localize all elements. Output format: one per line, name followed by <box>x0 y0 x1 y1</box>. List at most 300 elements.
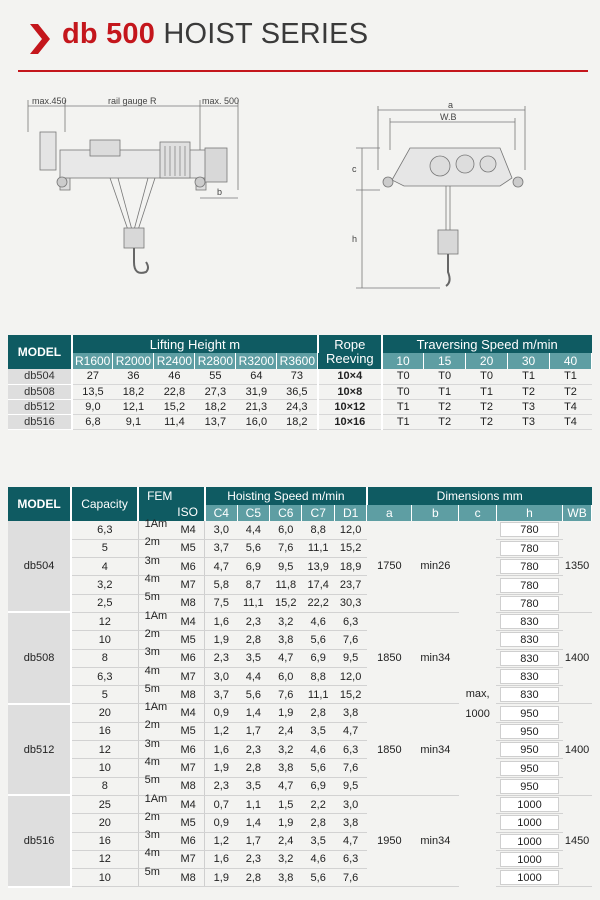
t2-speed-cell: 6,9 <box>302 777 334 795</box>
t2-speed-cell: 8,8 <box>302 667 334 685</box>
t2-h-value: 950 <box>500 706 558 721</box>
dim-label-wb: W.B <box>440 112 457 122</box>
t2-speed-cell: 1,7 <box>237 722 269 740</box>
t2-speed-cell: 15,2 <box>334 686 366 704</box>
t2-speed-cell: 1,9 <box>270 814 302 832</box>
t2-capacity-cell: 6,3 <box>71 667 138 685</box>
t2-speed-cell: 2,8 <box>302 814 334 832</box>
t1-lifting-col: R3200 <box>236 353 277 369</box>
t2-a-cell: 1950 <box>367 795 412 886</box>
t2-h-cell <box>496 667 562 685</box>
t2-h-value: 950 <box>500 742 558 757</box>
t2-row <box>8 759 592 777</box>
t1-speed-cell: T1 <box>382 414 424 429</box>
t1-traversing-header: Traversing Speed m/min <box>382 335 592 353</box>
t2-capacity-cell: 4 <box>71 558 138 576</box>
t2-hoisting-header: Hoisting Speed m/min <box>205 487 367 505</box>
t2-iso-cell: M7 <box>172 576 205 594</box>
t2-h-value: 780 <box>500 596 558 611</box>
t2-h-value: 950 <box>500 724 558 739</box>
t2-fem-value: 2m <box>144 810 160 823</box>
t2-fem-value: 3m <box>144 554 160 567</box>
t2-dim-col: WB <box>563 505 592 521</box>
t2-fem-value: 5m <box>144 774 160 787</box>
t2-speed-cell: 2,8 <box>237 759 269 777</box>
t2-h-cell <box>496 722 562 740</box>
t1-speed-col: 15 <box>424 353 466 369</box>
t2-capacity-cell: 20 <box>71 814 138 832</box>
t2-row <box>8 832 592 850</box>
t2-fem-cell <box>138 865 172 887</box>
t2-h-value: 780 <box>500 578 558 593</box>
dim-label-b: b <box>217 187 223 197</box>
hoist-technical-drawing <box>0 90 600 315</box>
t1-height-cell: 13,7 <box>195 414 236 429</box>
t1-height-cell: 64 <box>236 369 277 384</box>
t2-speed-cell: 23,7 <box>334 576 366 594</box>
t2-speed-cell: 6,3 <box>334 850 366 868</box>
t1-row <box>8 369 592 384</box>
t2-h-cell <box>496 521 562 539</box>
t1-model-cell: db508 <box>8 384 72 399</box>
t2-capacity-cell: 6,3 <box>71 521 138 539</box>
t2-h-value: 1000 <box>500 815 558 830</box>
t2-speed-cell: 7,6 <box>334 869 366 887</box>
t2-speed-col: C4 <box>205 505 237 521</box>
t2-fem-value: 3m <box>144 829 160 842</box>
t2-speed-cell: 5,6 <box>302 631 334 649</box>
t1-height-cell: 15,2 <box>154 399 195 414</box>
t2-model-cell: db504 <box>8 521 71 612</box>
t2-h-value: 780 <box>500 541 558 556</box>
t2-wb-cell: 1350 <box>563 521 592 612</box>
t2-speed-cell: 9,5 <box>270 558 302 576</box>
t1-body <box>8 369 592 429</box>
t2-speed-cell: 5,6 <box>237 686 269 704</box>
t2-fem-label: FEM <box>147 489 173 503</box>
t1-height-cell: 31,9 <box>236 384 277 399</box>
t2-speed-cell: 11,1 <box>237 594 269 612</box>
t2-row <box>8 869 592 887</box>
t2-capacity-cell: 10 <box>71 631 138 649</box>
t2-row <box>8 558 592 576</box>
t1-height-cell: 11,4 <box>154 414 195 429</box>
t2-h-cell <box>496 539 562 557</box>
t2-iso-cell: M7 <box>172 667 205 685</box>
t2-h-cell <box>496 795 562 813</box>
t1-lifting-col: R3600 <box>277 353 318 369</box>
t2-speed-cell: 2,4 <box>270 722 302 740</box>
t2-wb-cell: 1400 <box>563 612 592 703</box>
t1-speed-col: 20 <box>466 353 508 369</box>
t2-row <box>8 539 592 557</box>
t2-speed-cell: 4,7 <box>270 649 302 667</box>
t2-a-cell: 1850 <box>367 612 412 703</box>
t2-row <box>8 686 592 704</box>
t2-fem-iso-header <box>138 487 205 521</box>
t2-speed-cell: 3,0 <box>205 521 237 539</box>
t2-h-cell <box>496 576 562 594</box>
t2-row <box>8 667 592 685</box>
t1-height-cell: 13,5 <box>72 384 113 399</box>
t2-iso-cell: M8 <box>172 777 205 795</box>
t2-wb-cell: 1400 <box>563 704 592 795</box>
t2-iso-cell: M4 <box>172 612 205 630</box>
t2-fem-value: 4m <box>144 847 160 860</box>
t1-speed-cell: T4 <box>549 414 591 429</box>
t2-capacity-cell: 2,5 <box>71 594 138 612</box>
t1-reeving-cell: 10×8 <box>318 384 382 399</box>
t2-speed-cell: 7,5 <box>205 594 237 612</box>
t2-speed-cell: 12,0 <box>334 667 366 685</box>
t2-speed-cell: 6,0 <box>270 521 302 539</box>
t2-fem-value: 1Am <box>144 517 168 530</box>
t2-capacity-cell: 20 <box>71 704 138 722</box>
t2-iso-cell: M8 <box>172 686 205 704</box>
dim-label-max-left: max.450 <box>32 96 67 106</box>
t2-fem-value: 3m <box>144 737 160 750</box>
t2-speed-cell: 2,3 <box>237 850 269 868</box>
t2-iso-cell: M7 <box>172 759 205 777</box>
t2-dim-col: h <box>496 505 562 521</box>
t2-speed-cell: 11,1 <box>302 539 334 557</box>
t1-row <box>8 384 592 399</box>
t2-speed-cell: 9,5 <box>334 649 366 667</box>
t2-model-cell: db516 <box>8 795 71 886</box>
t2-fem-value: 5m <box>144 682 160 695</box>
t2-speed-cell: 3,8 <box>270 869 302 887</box>
t2-speed-cell: 11,1 <box>302 686 334 704</box>
t2-fem-value: 2m <box>144 719 160 732</box>
t2-speed-cell: 1,5 <box>270 795 302 813</box>
t2-h-value: 1000 <box>500 870 558 885</box>
t1-speed-cell: T2 <box>466 399 508 414</box>
t1-speed-cell: T1 <box>424 384 466 399</box>
t2-row <box>8 631 592 649</box>
t2-capacity-cell: 12 <box>71 612 138 630</box>
t2-c-value-bottom: 1000 <box>465 707 490 720</box>
t2-speed-cell: 2,3 <box>205 649 237 667</box>
t1-height-cell: 36,5 <box>277 384 318 399</box>
t2-row <box>8 795 592 813</box>
t2-speed-cell: 3,8 <box>334 704 366 722</box>
t2-speed-cell: 2,4 <box>270 832 302 850</box>
chevron-right-icon <box>28 24 52 54</box>
t2-model-header: MODEL <box>8 487 71 521</box>
t2-iso-label: ISO <box>177 505 198 519</box>
t2-h-cell <box>496 759 562 777</box>
t1-speed-cell: T3 <box>508 399 550 414</box>
t2-h-cell <box>496 741 562 759</box>
t1-height-cell: 36 <box>113 369 154 384</box>
t2-h-cell <box>496 704 562 722</box>
t1-speed-col: 40 <box>549 353 591 369</box>
t2-speed-cell: 7,6 <box>334 631 366 649</box>
side-view <box>28 100 238 273</box>
t2-dim-col: a <box>367 505 412 521</box>
t1-height-cell: 18,2 <box>113 384 154 399</box>
t2-fem-value: 5m <box>144 865 160 878</box>
t1-speed-cell: T2 <box>424 414 466 429</box>
dim-label-rail-gauge: rail gauge R <box>108 96 157 106</box>
t2-fem-value: 4m <box>144 573 160 586</box>
t2-iso-cell: M6 <box>172 649 205 667</box>
t2-speed-cell: 15,2 <box>270 594 302 612</box>
t2-dim-col: c <box>459 505 496 521</box>
page-title <box>62 18 368 51</box>
t2-fem-value: 4m <box>144 664 160 677</box>
t2-row <box>8 850 592 868</box>
t1-height-cell: 24,3 <box>277 399 318 414</box>
t2-capacity-cell: 8 <box>71 649 138 667</box>
t2-speed-cell: 4,7 <box>334 832 366 850</box>
t2-capacity-cell: 16 <box>71 722 138 740</box>
t2-speed-cell: 17,4 <box>302 576 334 594</box>
t1-model-cell: db504 <box>8 369 72 384</box>
t2-speed-cell: 6,3 <box>334 741 366 759</box>
t2-a-cell: 1850 <box>367 704 412 795</box>
t2-speed-cell: 3,7 <box>205 539 237 557</box>
t2-h-cell <box>496 869 562 887</box>
t2-speed-cell: 30,3 <box>334 594 366 612</box>
t1-height-cell: 27 <box>72 369 113 384</box>
t2-speed-cell: 7,6 <box>334 759 366 777</box>
t2-iso-cell: M7 <box>172 850 205 868</box>
title-series: HOIST SERIES <box>163 18 369 50</box>
t2-h-value: 830 <box>500 632 558 647</box>
t2-speed-cell: 5,6 <box>302 869 334 887</box>
title-model: db 500 <box>62 18 156 50</box>
t2-row <box>8 722 592 740</box>
t2-speed-cell: 1,4 <box>237 814 269 832</box>
t2-speed-col: C7 <box>302 505 334 521</box>
t2-speed-cell: 0,7 <box>205 795 237 813</box>
t2-b-cell: min26 <box>412 521 459 612</box>
t2-speed-cell: 2,8 <box>237 631 269 649</box>
t1-height-cell: 16,0 <box>236 414 277 429</box>
t2-speed-cell: 1,4 <box>237 704 269 722</box>
t2-row <box>8 521 592 539</box>
t2-speed-cell: 3,5 <box>302 832 334 850</box>
t2-speed-cell: 1,6 <box>205 741 237 759</box>
t1-speed-cell: T1 <box>549 369 591 384</box>
t2-h-cell <box>496 777 562 795</box>
t2-body <box>8 517 592 887</box>
t2-capacity-cell: 10 <box>71 869 138 887</box>
t2-speed-cell: 1,1 <box>237 795 269 813</box>
t2-fem-value: 1Am <box>144 792 168 805</box>
t2-speed-cell: 3,8 <box>270 759 302 777</box>
t2-speed-cell: 3,8 <box>334 814 366 832</box>
t2-iso-cell: M8 <box>172 594 205 612</box>
t2-speed-col: D1 <box>334 505 366 521</box>
t1-height-cell: 27,3 <box>195 384 236 399</box>
t2-capacity-cell: 10 <box>71 759 138 777</box>
t2-speed-cell: 0,9 <box>205 814 237 832</box>
t1-speed-cell: T2 <box>466 414 508 429</box>
t2-speed-cell: 12,0 <box>334 521 366 539</box>
t2-iso-cell: M4 <box>172 795 205 813</box>
t2-wb-cell: 1450 <box>563 795 592 886</box>
t1-speed-cell: T2 <box>424 399 466 414</box>
t2-speed-cell: 3,8 <box>270 631 302 649</box>
t2-speed-cell: 22,2 <box>302 594 334 612</box>
t2-iso-cell: M6 <box>172 558 205 576</box>
t1-height-cell: 55 <box>195 369 236 384</box>
t2-capacity-cell: 12 <box>71 741 138 759</box>
t2-speed-cell: 2,8 <box>237 869 269 887</box>
t2-capacity-cell: 5 <box>71 686 138 704</box>
t2-speed-cell: 4,6 <box>302 741 334 759</box>
t2-iso-cell: M5 <box>172 539 205 557</box>
t2-speed-cell: 4,6 <box>302 612 334 630</box>
t2-capacity-header: Capacity <box>71 487 138 521</box>
t2-iso-cell: M5 <box>172 631 205 649</box>
t1-lifting-col: R2000 <box>113 353 154 369</box>
t2-speed-cell: 9,5 <box>334 777 366 795</box>
t2-speed-col: C6 <box>270 505 302 521</box>
dim-label-a: a <box>448 100 454 110</box>
t2-fem-value: 2m <box>144 627 160 640</box>
t1-speed-cell: T3 <box>508 414 550 429</box>
t2-h-value: 830 <box>500 651 558 666</box>
t2-iso-cell: M6 <box>172 832 205 850</box>
t2-h-cell <box>496 558 562 576</box>
t1-lifting-col: R1600 <box>72 353 113 369</box>
t2-capacity-cell: 3,2 <box>71 576 138 594</box>
t2-speed-cell: 2,3 <box>205 777 237 795</box>
t2-speed-cell: 3,5 <box>237 777 269 795</box>
t2-h-value: 950 <box>500 779 558 794</box>
t2-speed-cell: 1,9 <box>205 869 237 887</box>
t2-h-cell <box>496 686 562 704</box>
dim-label-c: c <box>352 164 357 174</box>
t2-speed-cell: 8,8 <box>302 521 334 539</box>
t1-height-cell: 46 <box>154 369 195 384</box>
t2-h-cell <box>496 612 562 630</box>
t2-iso-cell: M5 <box>172 814 205 832</box>
t2-model-cell: db508 <box>8 612 71 703</box>
dim-label-h: h <box>352 234 358 244</box>
t2-speed-cell: 4,7 <box>334 722 366 740</box>
t1-reeving-cell: 10×12 <box>318 399 382 414</box>
t2-speed-cell: 6,0 <box>270 667 302 685</box>
t1-lifting-col: R2400 <box>154 353 195 369</box>
t1-speed-cell: T0 <box>382 384 424 399</box>
t2-row <box>8 594 592 612</box>
t2-speed-cell: 8,7 <box>237 576 269 594</box>
t2-c-value-top: max, <box>465 687 490 700</box>
t2-h-value: 950 <box>500 761 558 776</box>
t2-h-cell <box>496 594 562 612</box>
t1-speed-col: 30 <box>508 353 550 369</box>
t2-row <box>8 777 592 795</box>
t1-speed-cell: T0 <box>466 369 508 384</box>
t2-h-value: 830 <box>500 669 558 684</box>
t2-h-cell <box>496 814 562 832</box>
t1-speed-cell: T1 <box>508 369 550 384</box>
t2-iso-cell: M4 <box>172 704 205 722</box>
t2-iso-cell: M5 <box>172 722 205 740</box>
t2-speed-cell: 4,7 <box>205 558 237 576</box>
t2-fem-value: 1Am <box>144 609 168 622</box>
t2-speed-cell: 2,3 <box>237 612 269 630</box>
t1-height-cell: 18,2 <box>277 414 318 429</box>
t2-capacity-cell: 5 <box>71 539 138 557</box>
t2-dim-col: b <box>412 505 459 521</box>
t2-speed-cell: 5,8 <box>205 576 237 594</box>
t2-speed-cell: 1,9 <box>270 704 302 722</box>
t1-speed-cell: T0 <box>382 369 424 384</box>
t2-speed-cell: 15,2 <box>334 539 366 557</box>
t2-speed-cell: 6,9 <box>302 649 334 667</box>
t1-model-cell: db512 <box>8 399 72 414</box>
t1-row <box>8 414 592 429</box>
t1-model-header: MODEL <box>8 335 72 369</box>
t2-h-value: 1000 <box>500 834 558 849</box>
t2-a-cell: 1750 <box>367 521 412 612</box>
t1-height-cell: 12,1 <box>113 399 154 414</box>
t2-h-value: 780 <box>500 559 558 574</box>
t1-height-cell: 22,8 <box>154 384 195 399</box>
t2-capacity-cell: 8 <box>71 777 138 795</box>
t1-model-cell: db516 <box>8 414 72 429</box>
t2-speed-cell: 7,6 <box>270 539 302 557</box>
t2-row <box>8 612 592 630</box>
t1-height-cell: 73 <box>277 369 318 384</box>
t2-speed-cell: 3,5 <box>302 722 334 740</box>
header-divider <box>18 70 588 72</box>
t2-speed-cell: 1,6 <box>205 612 237 630</box>
t2-h-cell <box>496 649 562 667</box>
t2-fem-value: 2m <box>144 536 160 549</box>
t1-reeving-cell: 10×16 <box>318 414 382 429</box>
t1-speed-col: 10 <box>382 353 424 369</box>
t2-h-cell <box>496 631 562 649</box>
t2-speed-cell: 4,6 <box>302 850 334 868</box>
t2-speed-cell: 4,4 <box>237 667 269 685</box>
t2-speed-cell: 13,9 <box>302 558 334 576</box>
t2-speed-cell: 6,3 <box>334 612 366 630</box>
t2-speed-cell: 1,2 <box>205 722 237 740</box>
t2-h-value: 830 <box>500 687 558 702</box>
t2-speed-cell: 3,2 <box>270 612 302 630</box>
t1-height-cell: 21,3 <box>236 399 277 414</box>
t2-speed-cell: 11,8 <box>270 576 302 594</box>
t2-speed-cell: 4,7 <box>270 777 302 795</box>
front-view <box>356 106 525 288</box>
t2-fem-value: 1Am <box>144 701 168 714</box>
t2-speed-cell: 2,2 <box>302 795 334 813</box>
t2-speed-cell: 1,7 <box>237 832 269 850</box>
t1-subheader-row <box>8 353 592 369</box>
t2-speed-cell: 1,2 <box>205 832 237 850</box>
t2-fem-value: 5m <box>144 591 160 604</box>
t2-capacity-cell: 25 <box>71 795 138 813</box>
t1-rope-header: Rope Reeving <box>318 335 382 369</box>
t1-speed-cell: T0 <box>424 369 466 384</box>
t1-speed-cell: T2 <box>549 384 591 399</box>
t2-speed-cell: 3,7 <box>205 686 237 704</box>
t2-speed-cell: 1,6 <box>205 850 237 868</box>
t1-reeving-cell: 10×4 <box>318 369 382 384</box>
t2-c-cell <box>459 521 496 887</box>
t2-b-cell: min34 <box>412 795 459 886</box>
t2-iso-cell: M4 <box>172 521 205 539</box>
t2-row <box>8 649 592 667</box>
t2-speed-cell: 3,0 <box>205 667 237 685</box>
t2-h-value: 780 <box>500 522 558 537</box>
